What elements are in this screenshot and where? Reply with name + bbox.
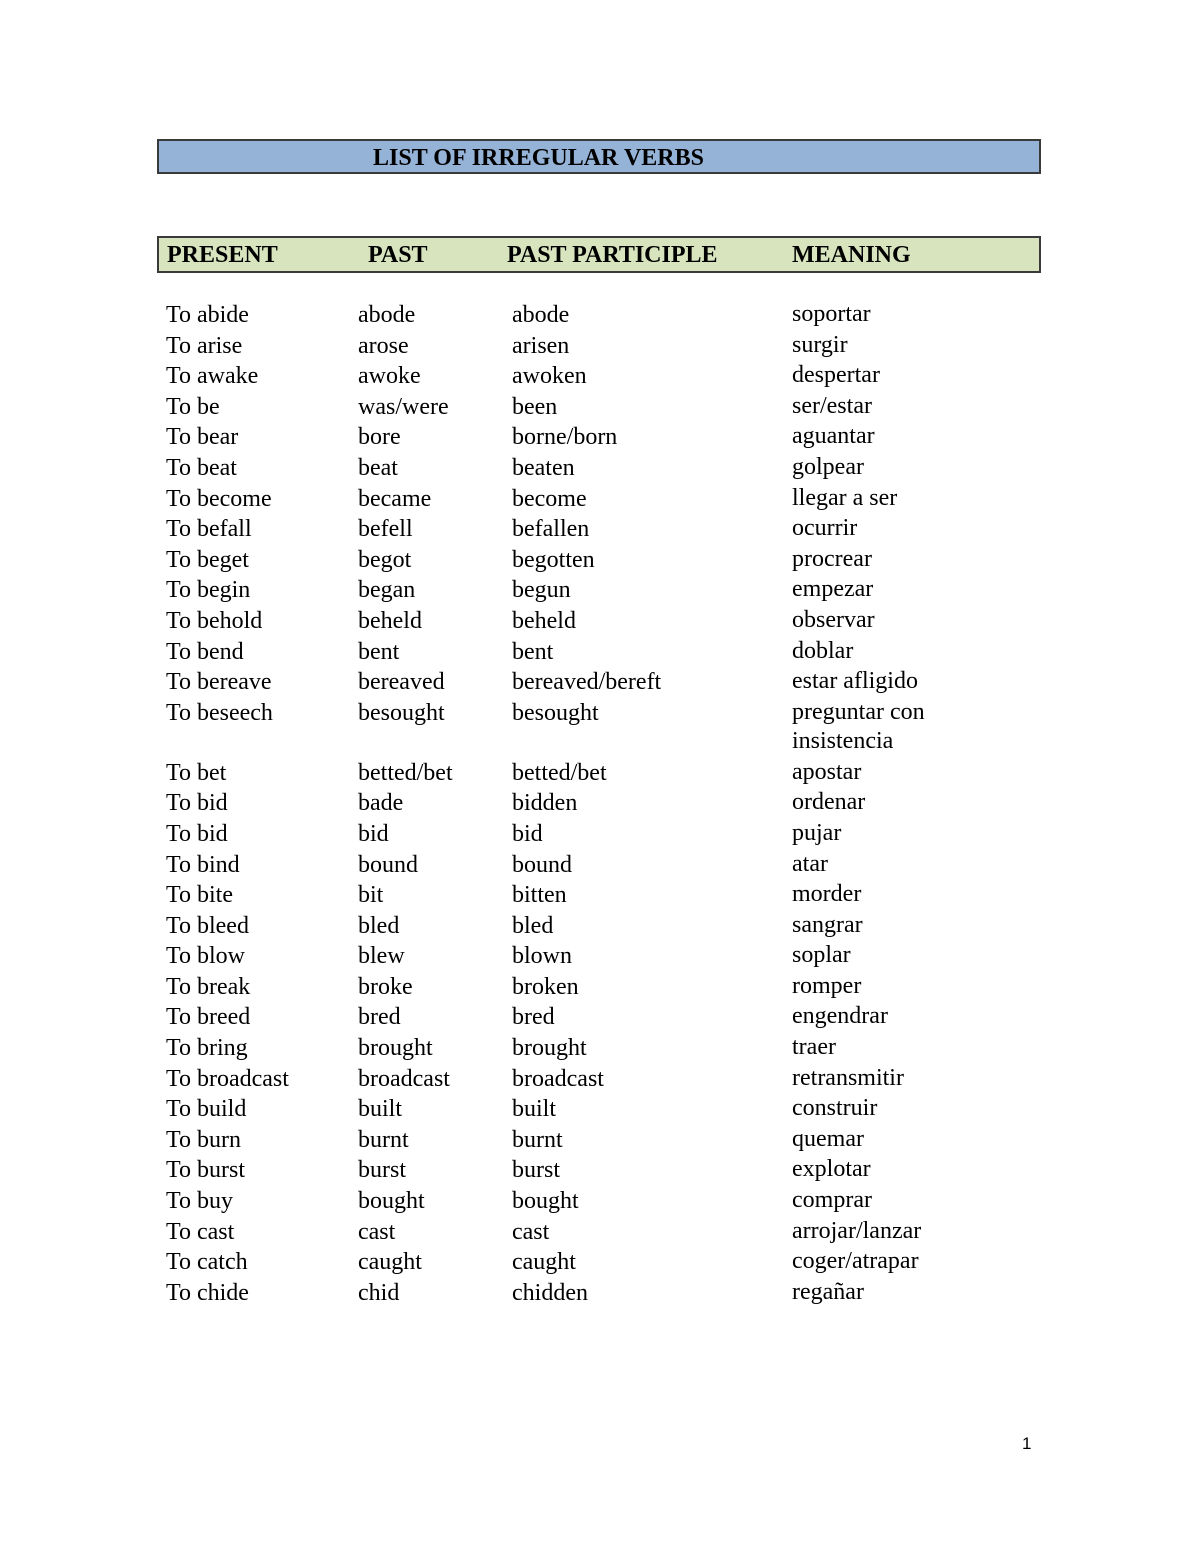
- verb-row: [0, 1033, 1200, 1064]
- verb-past: burnt: [358, 1126, 409, 1153]
- verb-past-participle: befallen: [512, 516, 590, 543]
- verb-row: [0, 788, 1200, 819]
- verb-present: To be: [166, 393, 220, 420]
- verb-past: bred: [358, 1004, 401, 1031]
- verb-meaning: regañar: [792, 1278, 864, 1305]
- verb-meaning: arrojar/lanzar: [792, 1217, 922, 1244]
- verb-past: built: [358, 1096, 403, 1123]
- verb-past: bled: [358, 912, 400, 939]
- verb-row: [0, 880, 1200, 911]
- verb-row: [0, 514, 1200, 545]
- verb-present: To arise: [166, 332, 243, 359]
- verb-past: bought: [358, 1188, 425, 1215]
- verb-present: To cast: [166, 1218, 235, 1245]
- verb-past: cast: [358, 1218, 396, 1245]
- verb-past-participle: awoken: [512, 363, 587, 390]
- verb-present: To breed: [166, 1004, 251, 1031]
- page-title: LIST OF IRREGULAR VERBS: [373, 145, 704, 171]
- verb-past-participle: bred: [512, 1004, 555, 1031]
- verb-present: To build: [166, 1096, 247, 1123]
- verb-meaning: surgir: [792, 331, 848, 358]
- verb-past: befell: [358, 516, 413, 543]
- verb-meaning: morder: [792, 881, 862, 908]
- verb-past: chid: [358, 1279, 400, 1306]
- verb-past: bid: [358, 820, 389, 847]
- verb-meaning: construir: [792, 1095, 878, 1122]
- header-past-participle: PAST PARTICIPLE: [507, 242, 718, 268]
- verb-meaning: llegar a ser: [792, 484, 898, 511]
- verb-past-participle: beaten: [512, 454, 575, 481]
- verb-row: [0, 1186, 1200, 1217]
- verb-meaning: traer: [792, 1034, 836, 1061]
- verb-present: To become: [166, 485, 272, 512]
- verb-past: betted/bet: [358, 759, 453, 786]
- verb-meaning: explotar: [792, 1156, 871, 1183]
- verb-meaning: ordenar: [792, 789, 866, 816]
- verb-row: [0, 1002, 1200, 1033]
- verb-present: To beget: [166, 546, 249, 573]
- verb-present: To bind: [166, 851, 240, 878]
- verb-past-participle: betted/bet: [512, 759, 607, 786]
- verb-present: To befall: [166, 516, 252, 543]
- verb-past-participle: begun: [512, 577, 571, 604]
- verb-row: [0, 453, 1200, 484]
- verb-present: To bleed: [166, 912, 249, 939]
- verb-row: [0, 1094, 1200, 1125]
- verb-present: To beseech: [166, 699, 273, 726]
- verb-meaning: observar: [792, 606, 875, 633]
- verb-row: [0, 1217, 1200, 1248]
- verb-past-participle: become: [512, 485, 587, 512]
- verb-past-participle: besought: [512, 699, 599, 726]
- verb-present: To catch: [166, 1249, 248, 1276]
- verb-past-participle: borne/born: [512, 424, 618, 451]
- verb-row: [0, 1155, 1200, 1186]
- verb-meaning: retransmitir: [792, 1064, 904, 1091]
- verb-present: To bend: [166, 638, 244, 665]
- verb-row: [0, 300, 1200, 331]
- verb-past: awoke: [358, 363, 421, 390]
- verb-row: [0, 575, 1200, 606]
- verb-row: [0, 361, 1200, 392]
- verb-meaning: apostar: [792, 758, 862, 785]
- header-past: PAST: [368, 242, 428, 268]
- verb-present: To burst: [166, 1157, 245, 1184]
- verb-meaning: soplar: [792, 942, 851, 969]
- verb-present: To bring: [166, 1035, 248, 1062]
- verb-row: [0, 1064, 1200, 1095]
- verb-row: [0, 392, 1200, 423]
- verb-present: To bear: [166, 424, 239, 451]
- verb-past: blew: [358, 943, 405, 970]
- verb-meaning: golpear: [792, 453, 864, 480]
- verb-meaning: engendrar: [792, 1003, 888, 1030]
- verb-row: [0, 850, 1200, 881]
- verb-present: To broadcast: [166, 1065, 289, 1092]
- verb-row: [0, 941, 1200, 972]
- verb-row: [0, 545, 1200, 576]
- verb-meaning: empezar: [792, 576, 874, 603]
- header-present: PRESENT: [167, 242, 278, 268]
- verb-present: To buy: [166, 1188, 233, 1215]
- verb-present: To bite: [166, 882, 233, 909]
- verb-present: To break: [166, 973, 251, 1000]
- verb-row: [0, 758, 1200, 789]
- verb-past: bereaved: [358, 669, 445, 696]
- verb-past-participle: beheld: [512, 607, 576, 634]
- verb-past-participle: bled: [512, 912, 554, 939]
- verb-past: caught: [358, 1249, 422, 1276]
- verb-row: [0, 911, 1200, 942]
- verb-row: [0, 698, 1200, 758]
- verb-past-participle: bound: [512, 851, 572, 878]
- verb-past-participle: blown: [512, 943, 572, 970]
- verb-past: was/were: [358, 393, 449, 420]
- verb-past: begot: [358, 546, 412, 573]
- verb-present: To chide: [166, 1279, 249, 1306]
- column-header-bar: [157, 236, 1041, 273]
- verb-past: abode: [358, 302, 416, 328]
- verb-past: became: [358, 485, 432, 512]
- page-number: 1: [1022, 1434, 1032, 1453]
- verb-past: bent: [358, 638, 400, 665]
- verb-past: bore: [358, 424, 401, 451]
- verb-past: besought: [358, 699, 445, 726]
- verb-meaning: ocurrir: [792, 515, 858, 542]
- verb-past: arose: [358, 332, 409, 359]
- verb-meaning: ser/estar: [792, 392, 872, 419]
- verb-row: [0, 819, 1200, 850]
- verb-past-participle: abode: [512, 302, 570, 328]
- verb-past-participle: been: [512, 393, 558, 420]
- verb-meaning: preguntar con insistencia: [792, 698, 925, 754]
- verb-meaning: sangrar: [792, 911, 863, 938]
- verb-row: [0, 1278, 1200, 1309]
- verb-past-participle: built: [512, 1096, 557, 1123]
- verb-past: began: [358, 577, 416, 604]
- verb-row: [0, 606, 1200, 637]
- verb-meaning: procrear: [792, 545, 872, 572]
- verb-past: beat: [358, 454, 398, 481]
- verb-past: bit: [358, 882, 384, 909]
- verb-present: To bid: [166, 820, 228, 847]
- verb-row: [0, 637, 1200, 668]
- verb-row: [0, 1247, 1200, 1278]
- verb-present: To bereave: [166, 669, 272, 696]
- verb-present: To burn: [166, 1126, 241, 1153]
- verb-present: To beat: [166, 454, 237, 481]
- verb-present: To begin: [166, 577, 251, 604]
- verb-past-participle: bidden: [512, 790, 578, 817]
- verb-past-participle: broken: [512, 973, 579, 1000]
- verb-present: To awake: [166, 363, 259, 390]
- verb-meaning: estar afligido: [792, 668, 918, 695]
- verb-row: [0, 484, 1200, 515]
- verb-meaning: atar: [792, 850, 828, 877]
- verb-past-participle: burst: [512, 1157, 560, 1184]
- verb-row: [0, 1125, 1200, 1156]
- verb-past-participle: begotten: [512, 546, 595, 573]
- title-banner: [157, 139, 1041, 174]
- verb-present: To behold: [166, 607, 263, 634]
- verb-meaning: quemar: [792, 1125, 864, 1152]
- verb-past: brought: [358, 1035, 433, 1062]
- verb-past-participle: burnt: [512, 1126, 563, 1153]
- verb-meaning: coger/atrapar: [792, 1248, 919, 1275]
- verb-past: broadcast: [358, 1065, 450, 1092]
- verb-past-participle: cast: [512, 1218, 550, 1245]
- verb-past-participle: bereaved/bereft: [512, 669, 662, 696]
- verb-meaning: despertar: [792, 362, 880, 389]
- verb-past: bound: [358, 851, 418, 878]
- verb-past-participle: bought: [512, 1188, 579, 1215]
- verb-meaning: doblar: [792, 637, 854, 664]
- verb-row: [0, 331, 1200, 362]
- verb-past: burst: [358, 1157, 406, 1184]
- verb-row: [0, 667, 1200, 698]
- verb-meaning: comprar: [792, 1187, 872, 1214]
- verb-past-participle: bent: [512, 638, 554, 665]
- verb-past-participle: caught: [512, 1249, 576, 1276]
- header-meaning: MEANING: [792, 242, 911, 268]
- verb-row: [0, 422, 1200, 453]
- verb-meaning: aguantar: [792, 423, 875, 450]
- verb-past-participle: brought: [512, 1035, 587, 1062]
- verb-past: broke: [358, 973, 413, 1000]
- verb-meaning: romper: [792, 972, 862, 999]
- verb-past-participle: broadcast: [512, 1065, 604, 1092]
- verb-present: To bet: [166, 759, 227, 786]
- verb-past-participle: chidden: [512, 1279, 588, 1306]
- verb-present: To abide: [166, 302, 249, 328]
- verb-present: To bid: [166, 790, 228, 817]
- verb-meaning: soportar: [792, 301, 871, 327]
- verb-past-participle: bitten: [512, 882, 567, 909]
- verb-row: [0, 972, 1200, 1003]
- verb-meaning: pujar: [792, 819, 842, 846]
- verb-past: beheld: [358, 607, 422, 634]
- verb-present: To blow: [166, 943, 245, 970]
- verb-list: [0, 300, 1200, 1308]
- verb-past-participle: bid: [512, 820, 543, 847]
- verb-past-participle: arisen: [512, 332, 570, 359]
- verb-past: bade: [358, 790, 404, 817]
